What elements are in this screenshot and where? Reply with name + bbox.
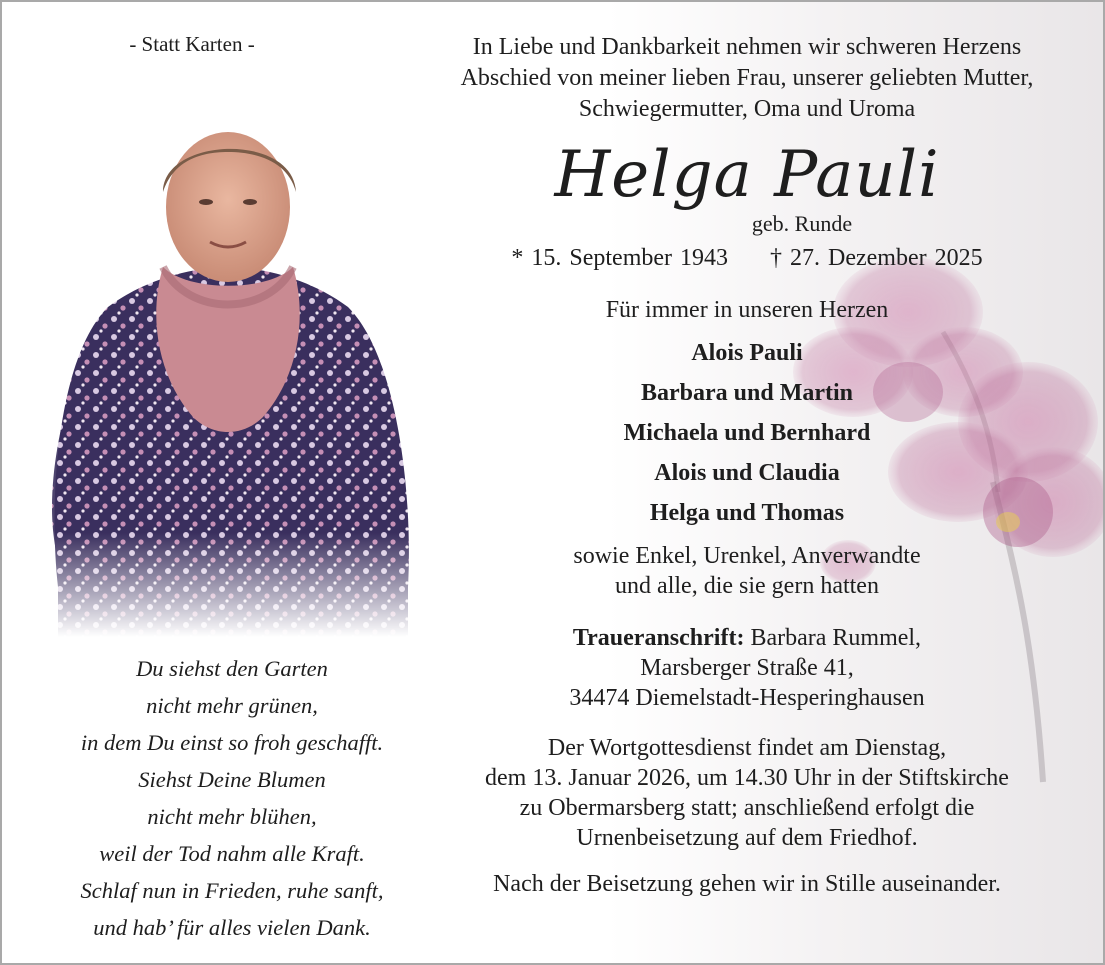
- death-date: † 27. Dezember 2025: [770, 245, 983, 271]
- portrait-photo: [38, 117, 418, 637]
- intro-line: Abschied von meiner lieben Frau, unserer geliebten Mutter,: [460, 65, 1034, 91]
- mourner-name: Helga und Thomas: [649, 500, 845, 526]
- mourners-list: [402, 333, 1092, 533]
- mourner-name: Barbara und Martin: [640, 380, 853, 406]
- address-name: Barbara Rummel,: [744, 625, 922, 651]
- intro-line: Schwiegermutter, Oma und Uroma: [578, 96, 916, 122]
- mourning-address: [402, 623, 1092, 713]
- poem-line: nicht mehr blühen,: [147, 804, 317, 829]
- mourner-name: Michaela und Bernhard: [623, 420, 871, 446]
- address-street: Marsberger Straße 41,: [640, 655, 854, 681]
- intro-text: [402, 32, 1092, 125]
- service-line: zu Obermarsberg statt; anschließend erfolgt die: [519, 795, 975, 821]
- service-line: dem 13. Januar 2026, um 14.30 Uhr in der Stiftskirche: [485, 765, 1009, 791]
- statt-karten-label: - Statt Karten -: [129, 32, 255, 56]
- service-line: Der Wortgottesdienst findet am Dienstag,: [547, 735, 947, 761]
- intro-line: In Liebe und Dankbarkeit nehmen wir schweren Herzens: [472, 34, 1022, 60]
- service-info: [402, 733, 1092, 853]
- service-line: Urnenbeisetzung auf dem Friedhof.: [576, 825, 918, 851]
- poem-line: nicht mehr grünen,: [146, 693, 318, 718]
- poem-line: Siehst Deine Blumen: [138, 767, 326, 792]
- address-label: Traueranschrift:: [572, 625, 745, 651]
- obituary-text: [402, 32, 1092, 899]
- mourner-name: Alois Pauli: [691, 340, 803, 366]
- poem-line: und hab’ für alles vielen Dank.: [93, 915, 371, 940]
- birth-date: * 15. September 1943: [511, 245, 729, 271]
- address-city: 34474 Diemelstadt-Hesperinghausen: [569, 685, 925, 711]
- birth-name: geb. Runde: [751, 211, 853, 236]
- closing-note: Nach der Beisetzung gehen wir in Stille auseinander.: [493, 871, 1001, 897]
- poem-line: Schlaf nun in Frieden, ruhe sanft,: [80, 878, 384, 903]
- family-note: [402, 541, 1092, 601]
- mourner-name: Alois und Claudia: [654, 460, 840, 486]
- deceased-name: Helga Pauli: [554, 138, 940, 212]
- family-note-line: und alle, die sie gern hatten: [615, 573, 879, 599]
- family-note-line: sowie Enkel, Urenkel, Anverwandte: [573, 543, 921, 569]
- poem-line: weil der Tod nahm alle Kraft.: [99, 841, 365, 866]
- memorial-poem: [2, 650, 462, 946]
- poem-line: in dem Du einst so froh geschafft.: [80, 730, 384, 755]
- motto: Für immer in unseren Herzen: [605, 297, 889, 323]
- poem-line: Du siehst den Garten: [136, 656, 328, 681]
- address-line-1: [402, 623, 1092, 653]
- life-dates: [402, 243, 1092, 273]
